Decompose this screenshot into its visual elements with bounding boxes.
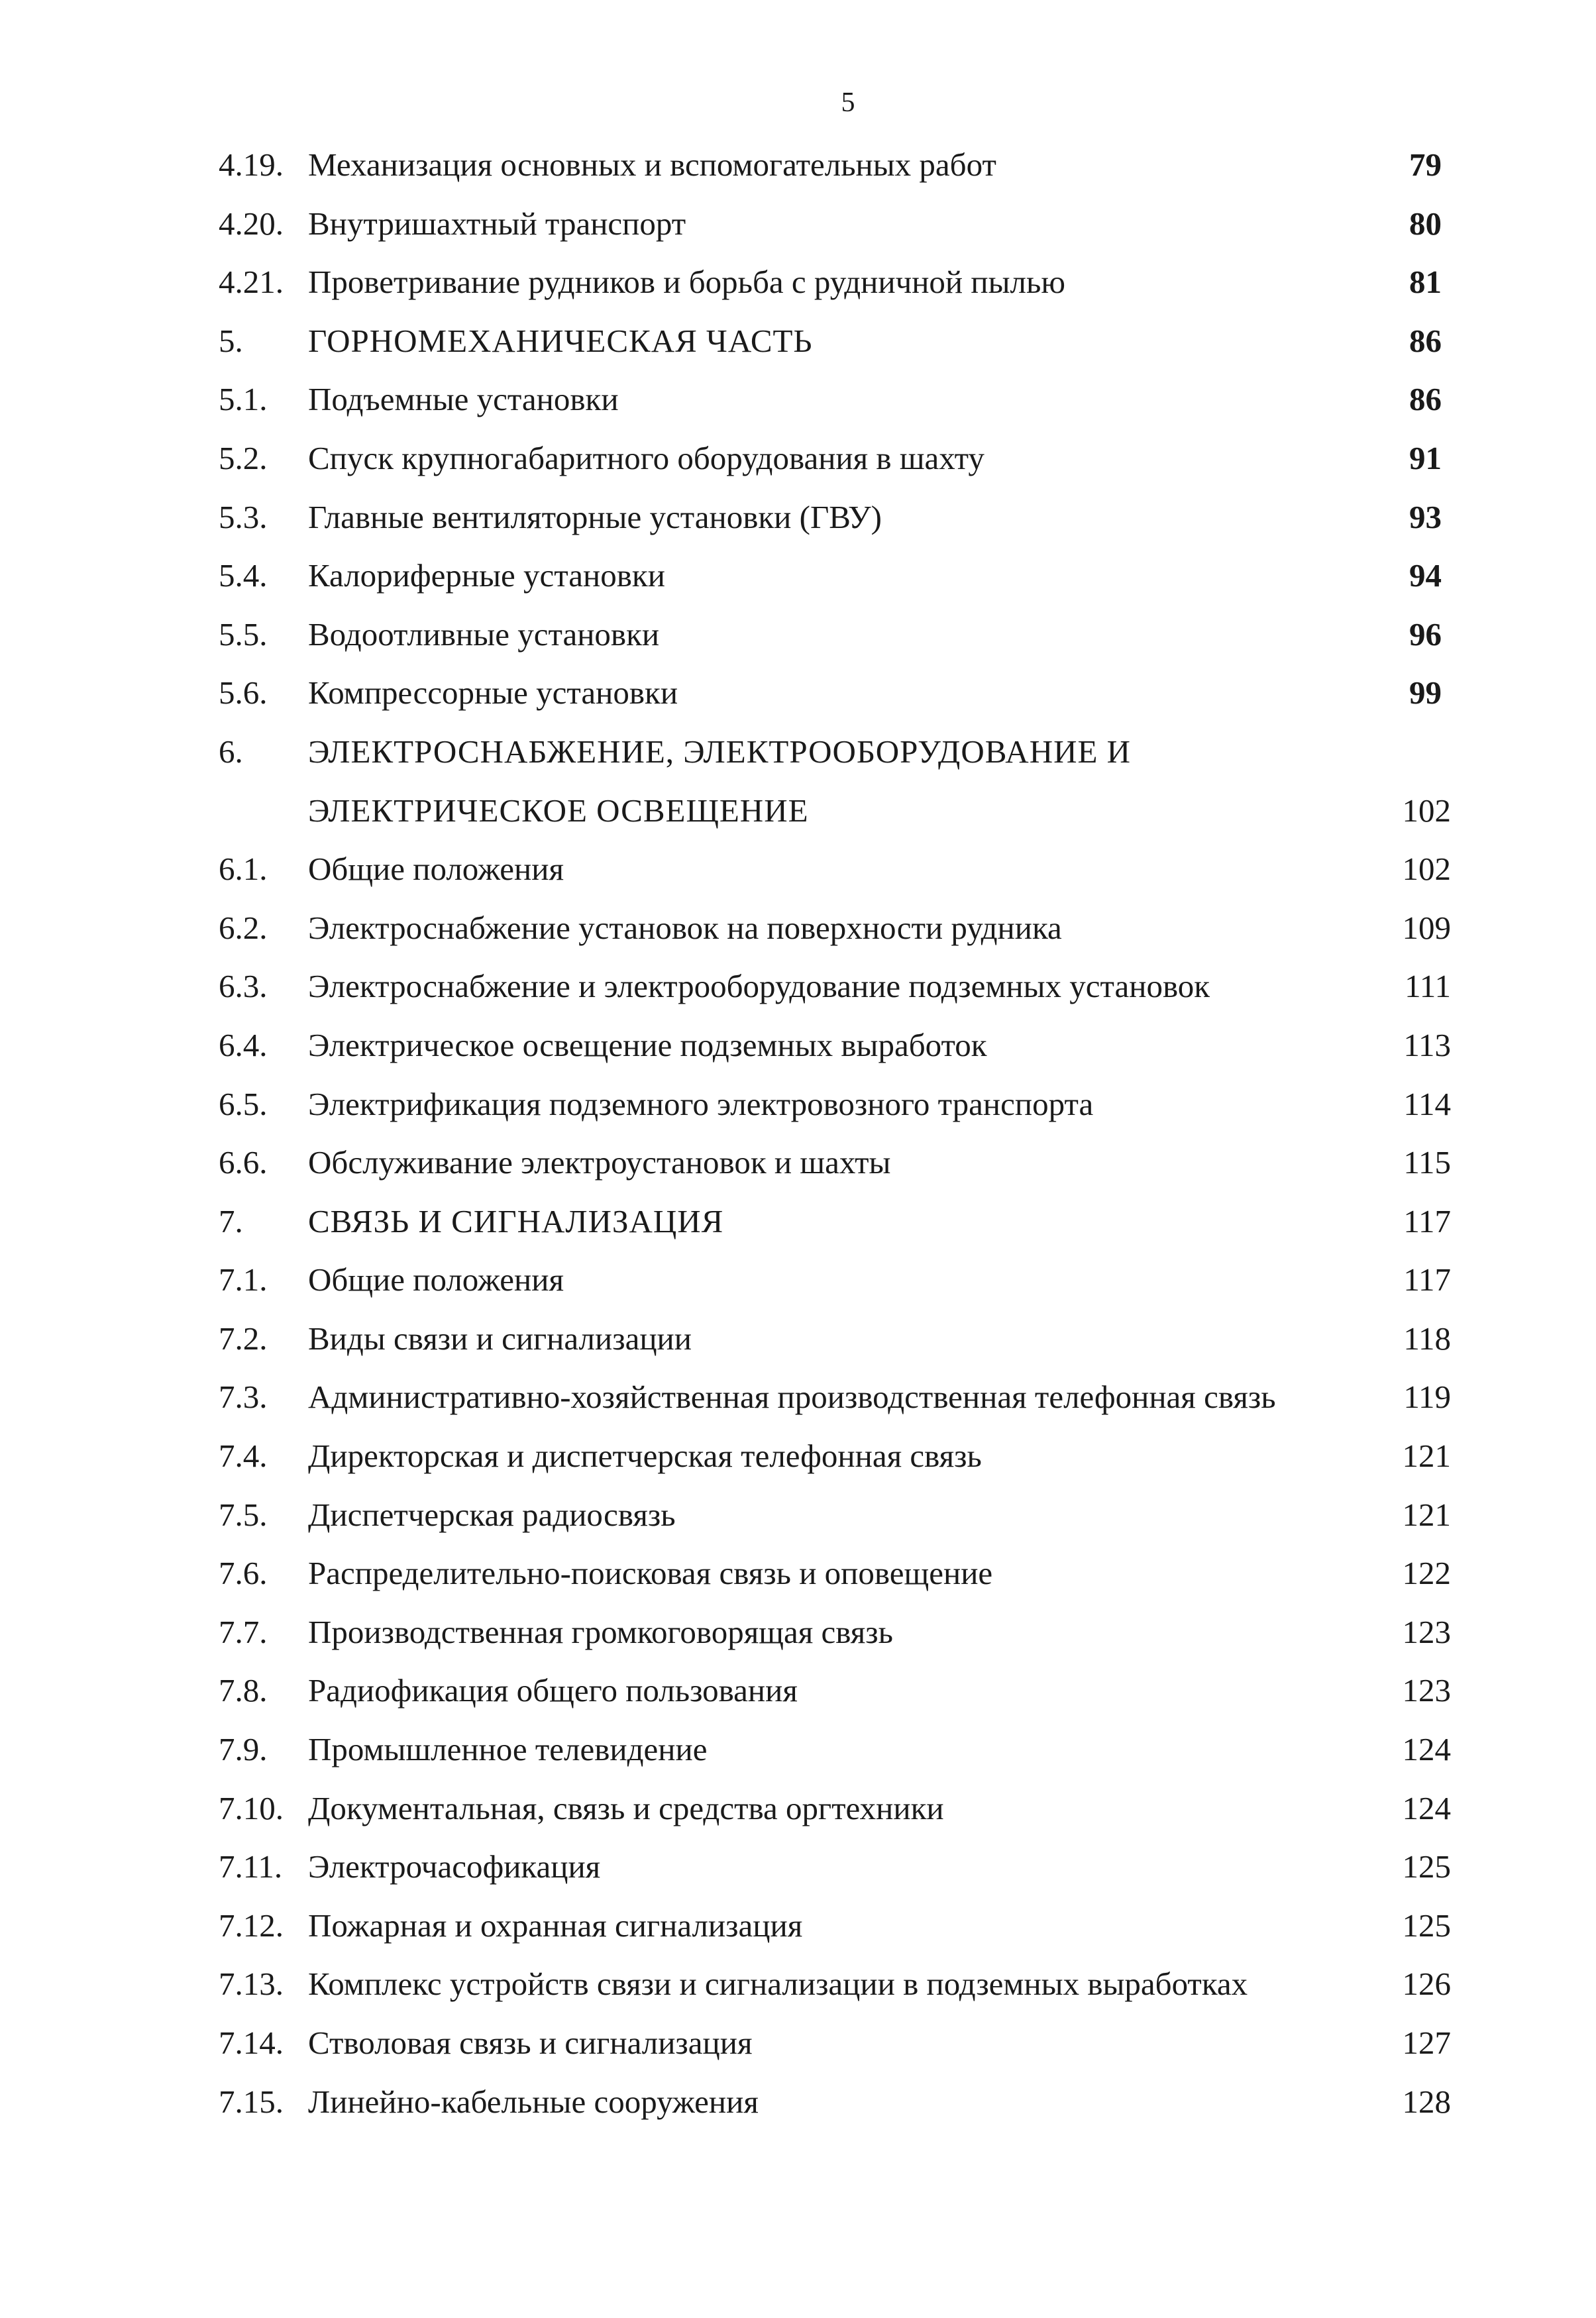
toc-entry-title: Диспетчерская радиосвязь [308,1496,676,1533]
toc-entry [219,312,1451,371]
toc-entry [219,899,1451,958]
toc-entry [219,253,1451,312]
toc-entry-page: 123 [1402,1613,1451,1650]
toc-entry-number: 6.1. [219,851,268,888]
toc-entry-page: 93 [1409,498,1442,535]
toc-entry [219,429,1451,488]
toc-entry-title: Виды связи и сигнализации [308,1320,692,1357]
toc-entry [219,1955,1451,2014]
toc-entry-title: Производственная громкоговорящая связь [308,1613,893,1650]
toc-entry-number: 4.21. [219,264,284,301]
toc-entry-page: 109 [1402,909,1451,946]
toc-entry-page: 102 [1402,851,1451,888]
toc-entry-number: 6.6. [219,1144,268,1181]
toc-entry [219,195,1451,254]
toc-entry-page: 102 [1402,792,1451,829]
toc-entry-number: 5.6. [219,674,268,711]
toc-entry [219,136,1451,195]
toc-entry-title: ЭЛЕКТРИЧЕСКОЕ ОСВЕЩЕНИЕ [308,792,809,829]
toc-entry-number: 7.12. [219,1907,284,1944]
toc-entry-title: Электрочасофикация [308,1848,601,1885]
toc-entry-page: 124 [1402,1731,1451,1768]
toc-entry-page: 81 [1409,264,1442,301]
toc-entry-page: 113 [1403,1026,1451,1063]
toc-entry [219,1192,1451,1251]
toc-entry-page: 94 [1409,557,1442,594]
toc-entry-number: 5.5. [219,615,268,653]
toc-entry [219,1779,1451,1838]
toc-entry-page: 86 [1409,381,1442,418]
toc-entry-title: Механизация основных и вспомогательных работ [308,146,996,183]
toc-entry [219,1310,1451,1369]
toc-entry-page: 125 [1402,1848,1451,1885]
toc-entry-number: 7.14. [219,2025,284,2061]
toc-entry-number: 7.13. [219,1966,284,2003]
toc-entry-title: Обслуживание электроустановок и шахты [308,1144,891,1181]
toc-entry [219,1486,1451,1545]
toc-entry-title: Общие положения [308,851,564,888]
toc-entry-title: Документальная, связь и средства оргтехники [308,1789,944,1826]
toc-entry-number: 7.8. [219,1672,268,1709]
toc-entry [219,723,1451,782]
toc-entry-page: 111 [1405,968,1451,1005]
toc-entry-title: Электроснабжение и электрооборудование подземных установок [308,968,1210,1005]
toc-entry-number: 7.10. [219,1789,284,1826]
toc-entry-page: 96 [1409,615,1442,653]
toc-entry-page: 121 [1402,1438,1451,1475]
toc-entry-title: Подъемные установки [308,381,619,418]
toc-entry-title: Общие положения [308,1261,564,1298]
toc-entry-title: Внутришахтный транспорт [308,205,686,242]
toc-entry-page: 115 [1403,1144,1451,1181]
toc-entry [219,1427,1451,1486]
toc-entry-title: Радиофикация общего пользования [308,1672,798,1709]
toc-entry-page: 119 [1403,1379,1451,1416]
toc-entry [219,488,1451,547]
toc-entry [219,1368,1451,1427]
toc-entry-number: 7.9. [219,1731,268,1768]
toc-entry [219,1251,1451,1310]
toc-entry-number: 7.6. [219,1555,268,1592]
toc-entry [219,547,1451,606]
toc-entry [219,1838,1451,1897]
toc-entry [219,1897,1451,1956]
toc-entry-title: СВЯЗЬ И СИГНАЛИЗАЦИЯ [308,1202,724,1239]
toc-entry-number: 7.2. [219,1320,268,1357]
toc-entry-page: 86 [1409,322,1442,359]
toc-entry-title: Административно-хозяйственная производственная телефонная связь [308,1379,1276,1416]
toc-entry-page: 121 [1402,1496,1451,1533]
toc-entry-number: 6.5. [219,1085,268,1122]
toc-entry-number: 5.4. [219,557,268,594]
toc-entry-title: Комплекс устройств связи и сигнализации в подземных выработках [308,1966,1248,2003]
toc-entry-number: 7.11. [219,1848,283,1885]
toc-entry [219,782,1451,841]
toc-entry-page: 117 [1403,1261,1451,1298]
toc-entry-number: 5. [219,322,243,359]
toc-entry-title: Стволовая связь и сигнализация [308,2025,753,2061]
toc-entry-title: Спуск крупногабаритного оборудования в шахту [308,439,984,476]
toc-entry-page: 125 [1402,1907,1451,1944]
toc-entry-title: Водоотливные установки [308,615,660,653]
toc-entry-title: ГОРНОМЕХАНИЧЕСКАЯ ЧАСТЬ [308,322,813,359]
toc-entry [219,957,1451,1016]
page-number: 5 [841,87,855,118]
table-of-contents [219,136,1451,2131]
toc-entry-number: 5.3. [219,498,268,535]
toc-entry-title: Электрическое освещение подземных выработок [308,1026,987,1063]
toc-entry-title: Электроснабжение установок на поверхности рудника [308,909,1062,946]
toc-entry-number: 6.4. [219,1026,268,1063]
toc-entry-title: Линейно-кабельные сооружения [308,2083,759,2120]
toc-entry [219,1720,1451,1779]
toc-entry-page: 118 [1403,1320,1451,1357]
toc-entry-page: 99 [1409,674,1442,711]
toc-entry-number: 6. [219,733,243,770]
toc-entry-number: 5.1. [219,381,268,418]
toc-entry-title: Главные вентиляторные установки (ГВУ) [308,498,882,535]
toc-entry-number: 7. [219,1202,243,1239]
toc-entry-number: 7.15. [219,2083,284,2120]
toc-entry-number: 7.3. [219,1379,268,1416]
toc-entry [219,1016,1451,1075]
toc-entry-number: 6.3. [219,968,268,1005]
toc-entry-title: Проветривание рудников и борьба с рудничной пылью [308,264,1065,301]
toc-entry-title: Распределительно-поисковая связь и оповещение [308,1555,993,1592]
toc-entry-page: 80 [1409,205,1442,242]
toc-entry-number: 7.5. [219,1496,268,1533]
toc-entry [219,370,1451,429]
toc-entry-number: 7.4. [219,1438,268,1475]
toc-entry-number: 4.19. [219,146,284,183]
toc-entry [219,1661,1451,1720]
toc-entry-title: Пожарная и охранная сигнализация [308,1907,803,1944]
toc-entry-page: 127 [1402,2025,1451,2061]
toc-entry-title: Директорская и диспетчерская телефонная связь [308,1438,982,1475]
toc-entry-page: 117 [1403,1202,1451,1239]
toc-entry-title: Промышленное телевидение [308,1731,708,1768]
toc-entry-page: 126 [1402,1966,1451,2003]
toc-entry [219,840,1451,899]
toc-entry-number: 5.2. [219,439,268,476]
toc-entry-number: 7.7. [219,1613,268,1650]
toc-entry [219,1603,1451,1662]
toc-entry-page: 123 [1402,1672,1451,1709]
toc-entry [219,606,1451,664]
toc-entry [219,1133,1451,1192]
toc-entry-number: 6.2. [219,909,268,946]
toc-entry [219,664,1451,723]
toc-entry-number: 4.20. [219,205,284,242]
toc-entry-title: Калориферные установки [308,557,665,594]
toc-entry-page: 114 [1403,1085,1451,1122]
toc-entry-page: 79 [1409,146,1442,183]
toc-entry-title: Электрификация подземного электровозного транспорта [308,1085,1094,1122]
toc-entry [219,2073,1451,2132]
toc-entry [219,1544,1451,1603]
toc-entry-page: 122 [1402,1555,1451,1592]
toc-entry-page: 128 [1402,2083,1451,2120]
toc-entry-title: Компрессорные установки [308,674,678,711]
toc-entry [219,2014,1451,2073]
toc-entry-number: 7.1. [219,1261,268,1298]
toc-entry [219,1075,1451,1134]
toc-entry-page: 124 [1402,1789,1451,1826]
toc-entry-page: 91 [1409,439,1442,476]
toc-entry-title: ЭЛЕКТРОСНАБЖЕНИЕ, ЭЛЕКТРООБОРУДОВАНИЕ И [308,733,1132,770]
